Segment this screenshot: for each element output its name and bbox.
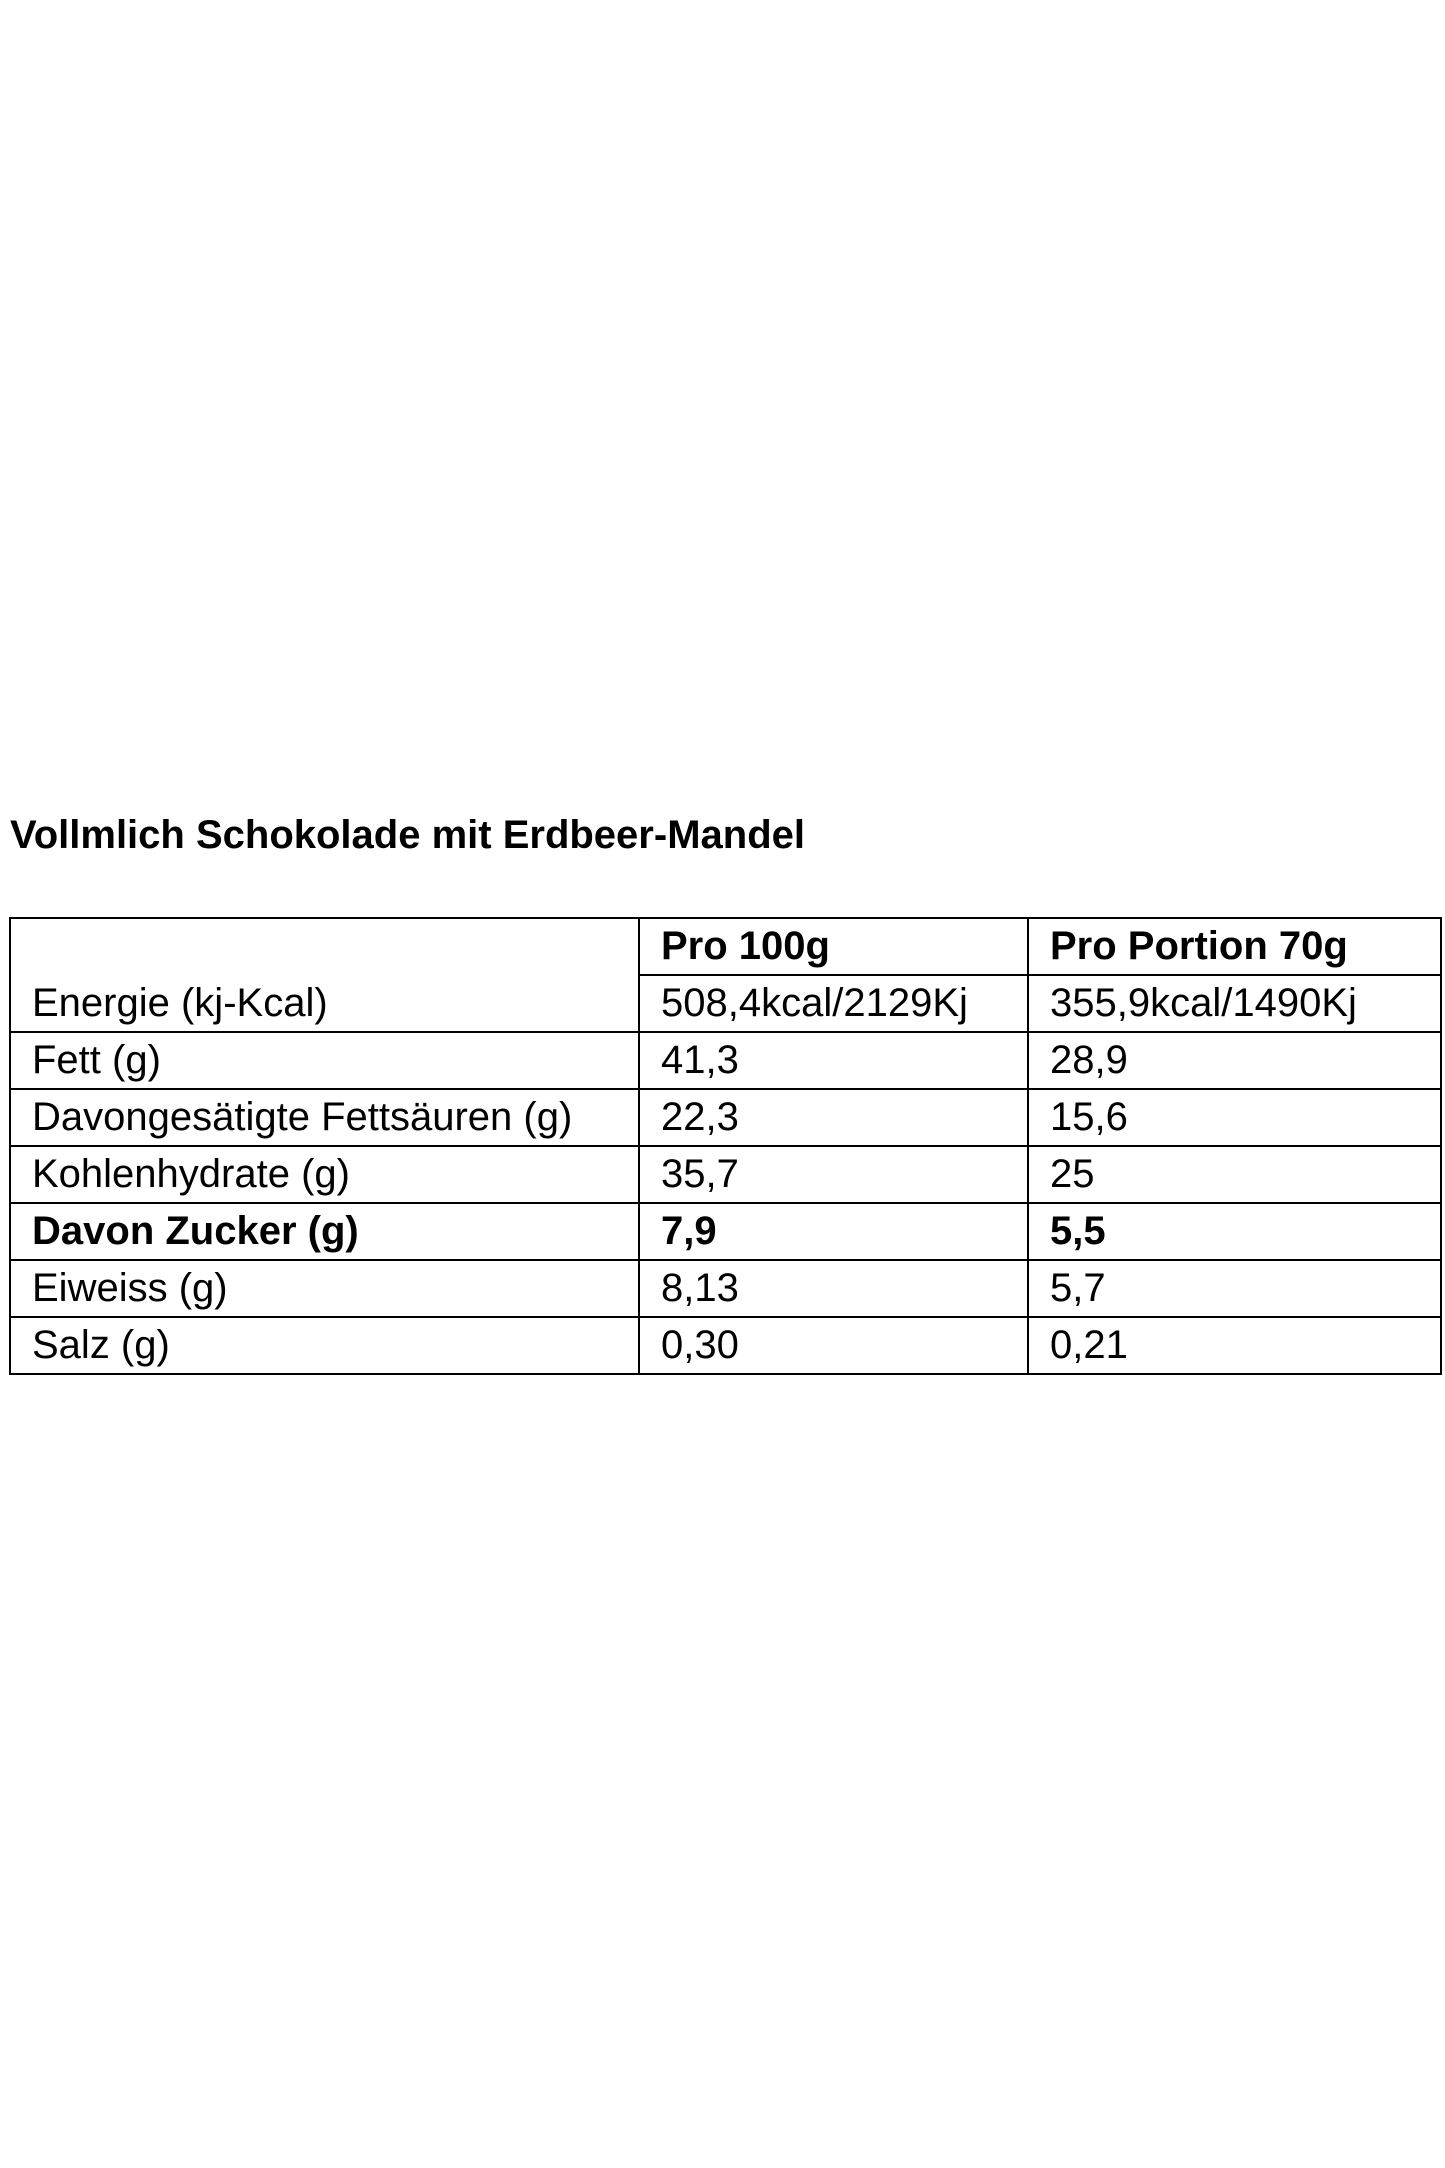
table-row — [10, 1260, 1441, 1317]
row-value-per-portion: 355,9kcal/1490Kj — [1028, 975, 1441, 1032]
table-row — [10, 1032, 1441, 1089]
row-label: Fett (g) — [10, 1032, 639, 1089]
table-row — [10, 1203, 1441, 1260]
table-row — [10, 1317, 1441, 1374]
table-row — [10, 975, 1441, 1032]
row-value-per-portion: 15,6 — [1028, 1089, 1441, 1146]
row-value-per-100g: 22,3 — [639, 1089, 1028, 1146]
table-row — [10, 1089, 1441, 1146]
row-value-per-portion: 0,21 — [1028, 1317, 1441, 1374]
row-value-per-100g: 8,13 — [639, 1260, 1028, 1317]
row-value-per-100g: 508,4kcal/2129Kj — [639, 975, 1028, 1032]
row-label: Davon Zucker (g) — [10, 1203, 639, 1260]
header-label-cell — [10, 918, 639, 975]
row-value-per-100g: 0,30 — [639, 1317, 1028, 1374]
row-value-per-100g: 41,3 — [639, 1032, 1028, 1089]
row-value-per-100g: 35,7 — [639, 1146, 1028, 1203]
row-label: Salz (g) — [10, 1317, 639, 1374]
row-value-per-portion: 5,7 — [1028, 1260, 1441, 1317]
row-label: Kohlenhydrate (g) — [10, 1146, 639, 1203]
header-per-portion: Pro Portion 70g — [1028, 918, 1441, 975]
document-title: Vollmlich Schokolade mit Erdbeer-Mandel — [10, 813, 805, 857]
row-value-per-portion: 5,5 — [1028, 1203, 1441, 1260]
row-value-per-100g: 7,9 — [639, 1203, 1028, 1260]
row-value-per-portion: 25 — [1028, 1146, 1441, 1203]
table-header-row — [10, 918, 1441, 975]
row-label: Energie (kj-Kcal) — [10, 975, 639, 1032]
table-row — [10, 1146, 1441, 1203]
row-label: Eiweiss (g) — [10, 1260, 639, 1317]
row-value-per-portion: 28,9 — [1028, 1032, 1441, 1089]
header-per-100g: Pro 100g — [639, 918, 1028, 975]
nutrition-table — [9, 917, 1442, 1375]
row-label: Davongesätigte Fettsäuren (g) — [10, 1089, 639, 1146]
